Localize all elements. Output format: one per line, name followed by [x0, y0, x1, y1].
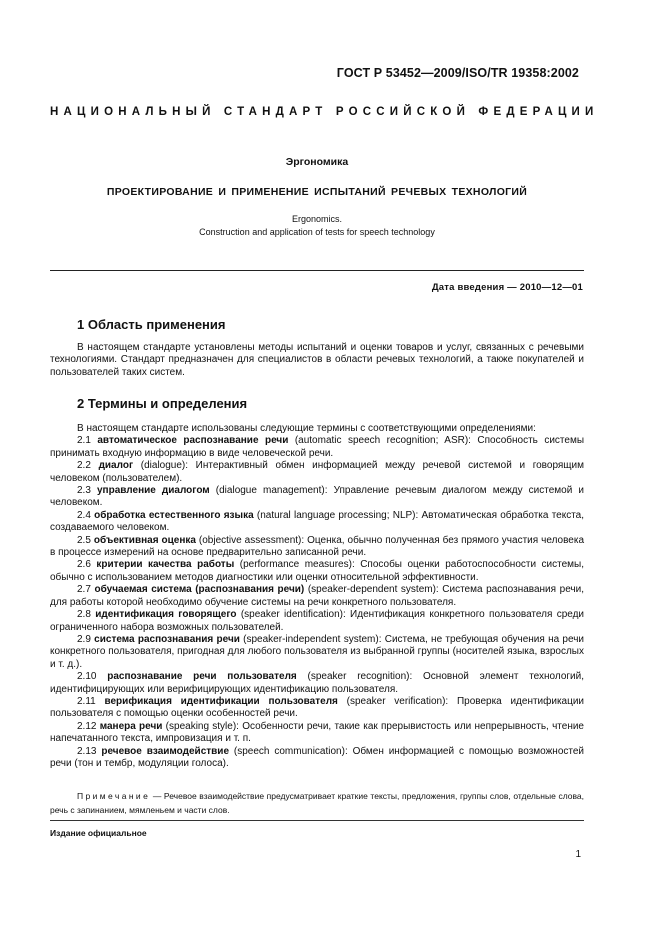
title-divider [50, 270, 584, 271]
term-definition: (speaker recognition): Основной элемент технологий, идентифицирующих или верифицирующих идентификацию пользователя. [50, 671, 584, 695]
term-entry [50, 609, 584, 634]
note-text: — Речевое взаимодействие предусматривает краткие тексты, предложения, группы слов, отдельные слова, речь с запинанием, мямленьем и части слов. [50, 791, 584, 815]
term-definition: (performance measures): Способы оценки работоспособности системы, обычно с использованием методов диагностики или оценки относительной эффективности. [50, 559, 584, 583]
term-number: 2.2 [77, 460, 91, 472]
subject-title: Эргономика [285, 156, 349, 168]
term-number: 2.1 [77, 435, 91, 447]
footer-divider [50, 820, 584, 821]
term-number: 2.6 [77, 559, 91, 571]
page-number: 1 [575, 849, 581, 860]
section-2-heading: 2 Термины и определения [77, 396, 248, 411]
term-name: управление диалогом [97, 485, 210, 497]
term-entry [50, 721, 584, 746]
term-definition: (automatic speech recognition; ASR): Способность системы принимать входную информацию в виде человеческой речи. [50, 435, 585, 459]
terms-container [50, 435, 584, 770]
term-definition: (speech communication): Обмен информацией с помощью возможностей речи (тон и тембр, модуляции голоса). [50, 745, 585, 769]
term-entry [50, 510, 584, 535]
term-entry [50, 535, 584, 560]
term-definition: (dialogue management): Управление речевым диалогом между системой и человеком. [50, 485, 584, 509]
term-name: система распознавания речи [94, 633, 240, 645]
term-entry [50, 746, 584, 771]
english-title-line-2: Construction and application of tests for speech technology [199, 227, 435, 237]
term-number: 2.12 [77, 720, 97, 732]
terms-intro: В настоящем стандарте использованы следующие термины с соответствующими определениями: [77, 423, 536, 434]
terms-list [50, 423, 584, 770]
term-number: 2.4 [77, 509, 91, 521]
term-number: 2.11 [77, 695, 96, 707]
term-number: 2.9 [77, 633, 91, 645]
english-title-line-1: Ergonomics. [291, 214, 343, 224]
term-entry [50, 584, 584, 609]
note [50, 790, 584, 817]
section-1-heading: 1 Область применения [77, 317, 226, 332]
term-entry [50, 671, 584, 696]
term-number: 2.7 [77, 584, 91, 596]
term-name: диалог [98, 460, 134, 472]
term-entry [50, 460, 584, 485]
term-definition: (natural language processing; NLP): Автоматическая обработка текста, создаваемого человеком. [50, 509, 585, 534]
term-definition: (dialogue): Интерактивный обмен информацией между речевой системой и говорящим человеком (пользователем). [50, 460, 584, 484]
term-entry [50, 435, 584, 460]
term-entry [50, 634, 584, 671]
term-definition: (speaking style): Особенности речи, такие как прерывистость или непрерывность, чтение напечатанного текста, импровизация и т. п. [50, 720, 584, 745]
term-name: манера речи [99, 720, 163, 732]
term-definition: (objective assessment): Оценка, обычно полученная без прямого участия человека в процессе измерений на основе предварительно записанной речи. [50, 534, 585, 559]
term-name: объективная оценка [93, 534, 196, 546]
term-name: речевое взаимодействие [101, 745, 230, 757]
term-name: идентификация говорящего [95, 609, 237, 621]
national-standard-heading: НАЦИОНАЛЬНЫЙ СТАНДАРТ РОССИЙСКОЙ ФЕДЕРАЦИИ [50, 106, 599, 118]
introduction-date: Дата введения — 2010—12—01 [431, 282, 583, 293]
term-name: автоматическое распознавание речи [97, 435, 289, 447]
term-definition: (speaker identification): Идентификация конкретного пользователя среди ограниченного набора возможных пользователей. [50, 609, 585, 633]
term-definition: (speaker-independent system): Система, не требующая обучения на речи конкретного пользователя, пригодная для любого пользователя из выбранной группы (носителей языка, взрослых и т. д.). [50, 633, 584, 670]
term-entry [50, 559, 584, 584]
term-number: 2.10 [77, 671, 97, 683]
document-code: ГОСТ Р 53452—2009/ISO/TR 19358:2002 [336, 66, 579, 80]
term-name: распознавание речи пользователя [107, 671, 297, 683]
note-label: Примечание [77, 791, 151, 801]
term-entry [50, 485, 584, 510]
term-entry [50, 696, 584, 721]
section-1-text: В настоящем стандарте установлены методы испытаний и оценки товаров и услуг, связанных с речевыми технологиями. Стандарт предназначен для специалистов в области речевых технологий, а также покупателей и пользователей таких систем. [50, 342, 584, 378]
term-number: 2.3 [77, 485, 91, 497]
term-definition: (speaker-dependent system): Система распознавания речи, для работы которой необходимо обучение системы на речи конкретного пользователя. [50, 584, 584, 608]
term-name: обработка естественного языка [94, 509, 254, 521]
standard-title: ПРОЕКТИРОВАНИЕ И ПРИМЕНЕНИЕ ИСПЫТАНИЙ РЕЧЕВЫХ ТЕХНОЛОГИЙ [106, 186, 528, 198]
term-number: 2.8 [77, 609, 91, 621]
term-definition: (speaker verification): Проверка идентификации пользователя с помощью оценки особенностей речи. [50, 695, 585, 720]
term-name: критерии качества работы [96, 559, 235, 571]
term-number: 2.13 [77, 745, 97, 757]
term-number: 2.5 [77, 534, 91, 546]
term-name: обучаемая система (распознавания речи) [94, 584, 305, 596]
term-name: верификация идентификации пользователя [104, 695, 338, 707]
edition-label: Издание официальное [50, 828, 147, 838]
